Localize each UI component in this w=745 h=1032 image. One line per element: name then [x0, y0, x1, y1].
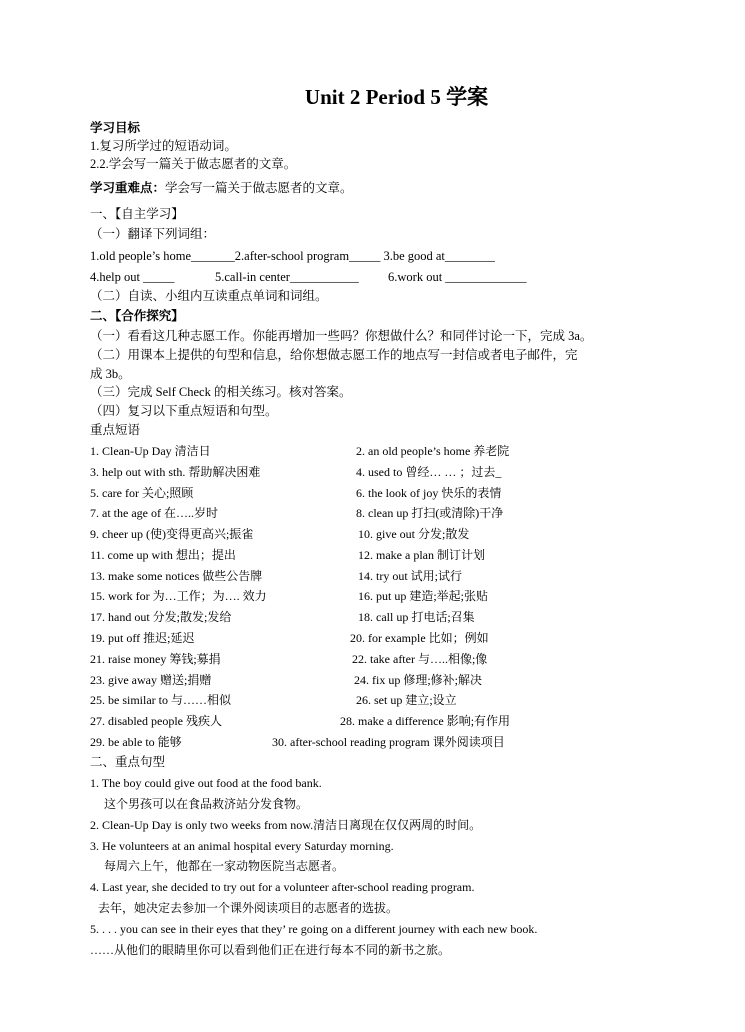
phrase-item: 4. used to 曾经… … ；过去_: [356, 465, 502, 479]
phrase-item: 25. be similar to 与……相似: [90, 693, 231, 707]
sentence-line: 每周六上午，他都在一家动物医院当志愿者。: [104, 859, 345, 873]
phrase-item: 28. make a difference 影响;有作用: [340, 714, 511, 728]
phrase-item: 24. fix up 修理;修补;解决: [354, 673, 482, 687]
section2-line: （一）看看这几种志愿工作。你能再增加一些吗？你想做什么？和同伴讨论一下，完成 3a。: [90, 329, 593, 343]
phrase-item: 5. care for 关心;照顾: [90, 486, 194, 500]
section2-line: （四）复习以下重点短语和句型。: [90, 404, 278, 418]
phrase-item: 8. clean up 打扫(或清除)干净: [356, 506, 504, 520]
phrase-item: 6. the look of joy 快乐的表情: [356, 486, 502, 500]
sentence-line: 5. . . . you can see in their eyes that they’ re going on a different journey with each new book.: [90, 922, 538, 936]
sentence-line: 4. Last year, she decided to try out for a volunteer after-school reading program.: [90, 880, 475, 894]
sentence-line: 去年，她决定去参加一个课外阅读项目的志愿者的选拔。: [98, 901, 399, 915]
phrase-item: 19. put off 推迟;延迟: [90, 631, 195, 645]
phrase-item: 26. set up 建立;设立: [356, 693, 457, 707]
phrase-item: 30. after-school reading program 课外阅读项目: [272, 735, 505, 749]
page-title: Unit 2 Period 5 学案: [304, 85, 489, 109]
sentence-line: ……从他们的眼睛里你可以看到他们正在进行每本不同的新书之旅。: [90, 943, 451, 957]
phrase-item: 29. be able to 能够: [90, 735, 182, 749]
difficulty-text: 学会写一篇关于做志愿者的文章。: [165, 181, 353, 195]
phrase-item: 9. cheer up (使)变得更高兴;振雀: [90, 527, 254, 541]
goals-heading: 学习目标: [90, 121, 141, 135]
sentence-line: 3. He volunteers at an animal hospital every Saturday morning.: [90, 839, 394, 853]
phrase-item: 1. Clean-Up Day 清洁日: [90, 444, 211, 458]
sentence-line: 这个男孩可以在食品救济站分发食物。: [104, 797, 309, 811]
phrase-item: 7. at the age of 在…..岁时: [90, 506, 218, 520]
phrase-item: 13. make some notices 做些公告牌: [90, 569, 263, 583]
phrase-item: 10. give out 分发;散发: [358, 527, 470, 541]
section1-sub1: （一）翻译下列词组：: [90, 227, 216, 241]
phrase-item: 21. raise money 筹钱;募捐: [90, 652, 221, 666]
phrase-item: 12. make a plan 制订计划: [358, 548, 485, 562]
section2-line: （三）完成 Self Check 的相关练习。核对答案。: [90, 385, 352, 399]
phrase-item: 16. put up 建造;举起;张贴: [358, 589, 489, 603]
section2-line: 成 3b。: [90, 367, 131, 381]
phrase-item: 14. try out 试用;试行: [358, 569, 462, 583]
translate-row-2c: 6.work out _____________: [388, 270, 527, 284]
phrase-item: 15. work for 为…工作；为…. 效力: [90, 589, 267, 603]
phrase-item: 11. come up with 想出；提出: [90, 548, 236, 562]
section2-line: （二）用课本上提供的句型和信息，给你想做志愿工作的地点写一封信或者电子邮件，完: [90, 348, 578, 362]
difficulty-label: 学习重难点：: [90, 181, 166, 195]
goal-item: 2.2.学会写一篇关于做志愿者的文章。: [90, 157, 297, 171]
section1-heading: 一、【自主学习】: [90, 207, 184, 221]
section2-heading: 二、【合作探究】: [90, 309, 184, 323]
translate-row-1: 1.old people’s home_______2.after-school program_____ 3.be good at________: [90, 249, 495, 263]
phrase-item: 23. give away 赠送;捐赠: [90, 673, 212, 687]
translate-row-2a: 4.help out _____: [90, 270, 175, 284]
sentence-line: 1. The boy could give out food at the food bank.: [90, 776, 322, 790]
difficulty-line: [90, 180, 353, 196]
phrase-item: 18. call up 打电话;召集: [358, 610, 475, 624]
translate-row-2b: 5.call-in center___________: [215, 270, 359, 284]
phrase-item: 3. help out with sth. 帮助解决困难: [90, 465, 261, 479]
phrase-item: 27. disabled people 残疾人: [90, 714, 222, 728]
sentence-line: 2. Clean-Up Day is only two weeks from now.清洁日离现在仅仅两周的时间。: [90, 818, 482, 832]
goal-item: 1.复习所学过的短语动词。: [90, 139, 237, 153]
phrase-item: 17. hand out 分发;散发;发给: [90, 610, 232, 624]
phrase-item: 2. an old people’s home 养老院: [356, 444, 510, 458]
phrases-heading: 重点短语: [90, 423, 141, 437]
phrase-item: 22. take after 与…..相像;像: [352, 652, 488, 666]
sentences-heading: 二、重点句型: [90, 755, 166, 769]
phrase-item: 20. for example 比如；例如: [350, 631, 489, 645]
section1-sub2: （二）自读、小组内互读重点单词和词组。: [90, 289, 328, 303]
